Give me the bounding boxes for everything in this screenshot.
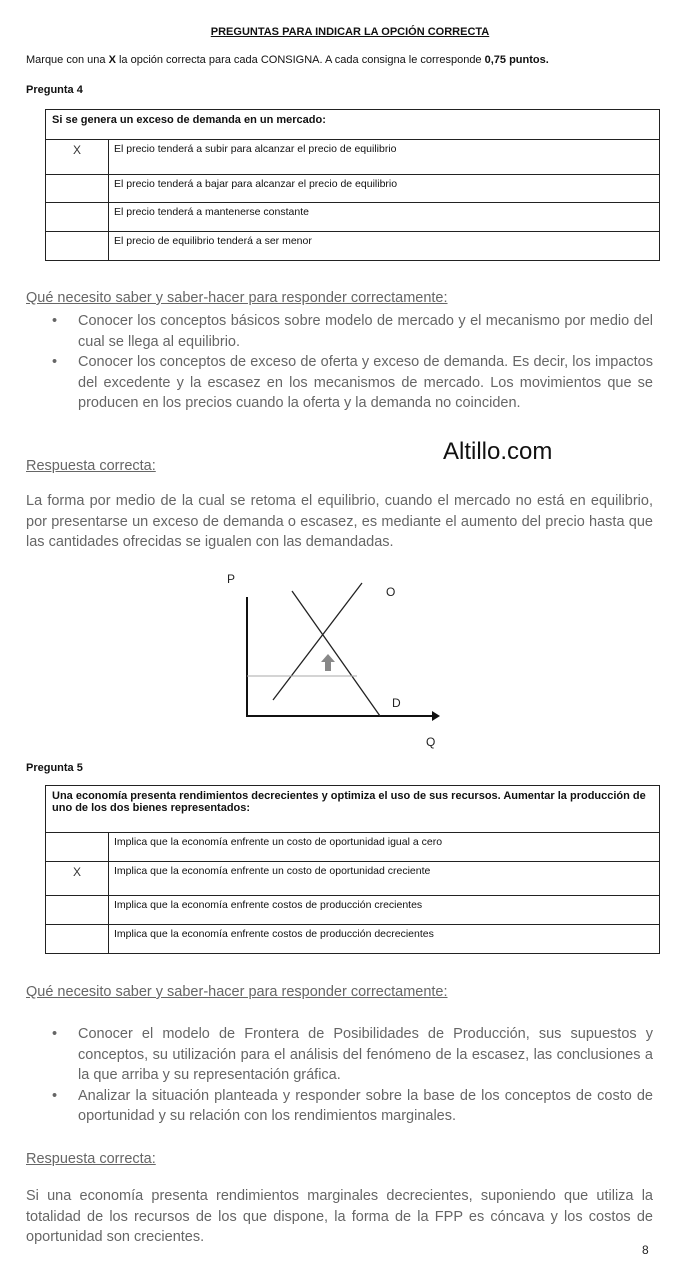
option-text: Implica que la economía enfrente un costo de oportunidad igual a cero [109,833,660,862]
question-5-option [46,896,660,925]
bullet-text: Conocer el modelo de Frontera de Posibilidades de Producción, sus supuestos y conceptos, su utilización para el análisis del fenómeno de la escasez, las conclusiones a la que arriba y su representación gráfica. [78,1026,653,1083]
supply-curve [273,583,362,700]
option-mark[interactable] [46,896,109,925]
question-5-prompt: Una economía presenta rendimientos decrecientes y optimiza el uso de sus recursos. Aumentar la producción de uno de los dos bienes representados: [46,786,660,833]
bullet-icon: • [52,1026,58,1042]
question-4-option [46,140,660,175]
question-5-option [46,862,660,896]
bullet-icon: • [52,1087,58,1104]
supply-demand-diagram [200,565,460,755]
question-5-answer: Si una economía presenta rendimientos marginales decrecientes, suponiendo que utiliza la totalidad de los recursos de los que dispone, la forma de la FPP es cóncava y los costos de oportunidad son crecientes. [26,1188,653,1245]
question-4-answer-heading: Respuesta correcta: [26,458,156,474]
question-4-need-heading: Qué necesito saber y saber-hacer para responder correctamente: [26,290,448,306]
list-item [26,1024,653,1086]
question-5-label: Pregunta 5 [26,762,83,774]
page-number: 8 [642,1243,649,1257]
bullet-text: Conocer los conceptos básicos sobre modelo de mercado y el mecanismo por medio del cual se llega al equilibrio. [78,313,653,350]
question-5-table [45,785,660,954]
option-text: El precio de equilibrio tenderá a ser menor [109,232,660,261]
q-axis-label: Q [426,735,436,749]
question-4-label: Pregunta 4 [26,84,83,96]
question-4-bullets [26,311,653,414]
p-axis-label: P [227,572,236,586]
option-mark[interactable] [46,833,109,862]
instructions [26,54,549,66]
bullet-icon: • [52,354,58,370]
instructions-text-middle: la opción correcta para cada CONSIGNA. A cada consigna le corresponde [115,54,485,66]
option-mark[interactable] [46,232,109,261]
up-arrow-icon [321,654,335,671]
option-text: El precio tenderá a bajar para alcanzar el precio de equilibrio [109,175,660,203]
question-5-answer-heading: Respuesta correcta: [26,1151,156,1167]
question-4-option [46,232,660,261]
list-item [26,1086,653,1127]
question-4-option [46,175,660,203]
option-mark[interactable]: X [46,862,109,896]
question-4-table [45,109,660,261]
question-5-need-heading: Qué necesito saber y saber-hacer para responder correctamente: [26,984,448,1000]
question-5-option [46,833,660,862]
list-item [26,311,653,352]
option-mark[interactable] [46,925,109,954]
axis-arrow-icon [432,711,440,721]
bullet-text: Conocer los conceptos de exceso de oferta y exceso de demanda. Es decir, los impactos del excedente y la escasez en los mecanismos de mercado. Los movimientos que se producen en los precios cuando la oferta y la demanda no coinciden. [78,354,653,411]
question-5-bullets [26,1024,653,1127]
list-item [26,352,653,414]
option-text: Implica que la economía enfrente costos de producción decrecientes [109,925,660,954]
option-text: Implica que la economía enfrente costos de producción crecientes [109,896,660,925]
question-4-answer: La forma por medio de la cual se retoma el equilibrio, cuando el mercado no está en equilibrio, por presentarse un exceso de demanda o escasez, es mediante el aumento del precio hasta que las cantidades ofrecidas se igualen con las demandadas. [26,493,653,550]
option-mark[interactable] [46,175,109,203]
question-5-option [46,925,660,954]
option-text: El precio tenderá a subir para alcanzar el precio de equilibrio [109,140,660,175]
supply-curve-label: O [386,585,396,599]
demand-curve-label: D [392,696,401,710]
option-text: El precio tenderá a mantenerse constante [109,203,660,232]
watermark: Altillo.com [443,438,553,465]
instructions-x: X [108,54,116,66]
page-title: PREGUNTAS PARA INDICAR LA OPCIÓN CORRECTA [210,26,490,38]
question-4-prompt: Si se genera un exceso de demanda en un mercado: [46,110,660,140]
question-4-option [46,203,660,232]
option-mark[interactable]: X [46,140,109,175]
instructions-points: 0,75 puntos. [484,54,549,66]
instructions-text-start: Marque con una [26,54,109,66]
option-mark[interactable] [46,203,109,232]
demand-curve [292,591,380,716]
bullet-text: Analizar la situación planteada y responder sobre la base de los conceptos de costo de oportunidad y su relación con los rendimientos marginales. [78,1087,653,1124]
option-text: Implica que la economía enfrente un costo de oportunidad creciente [109,862,660,896]
bullet-icon: • [52,313,58,329]
